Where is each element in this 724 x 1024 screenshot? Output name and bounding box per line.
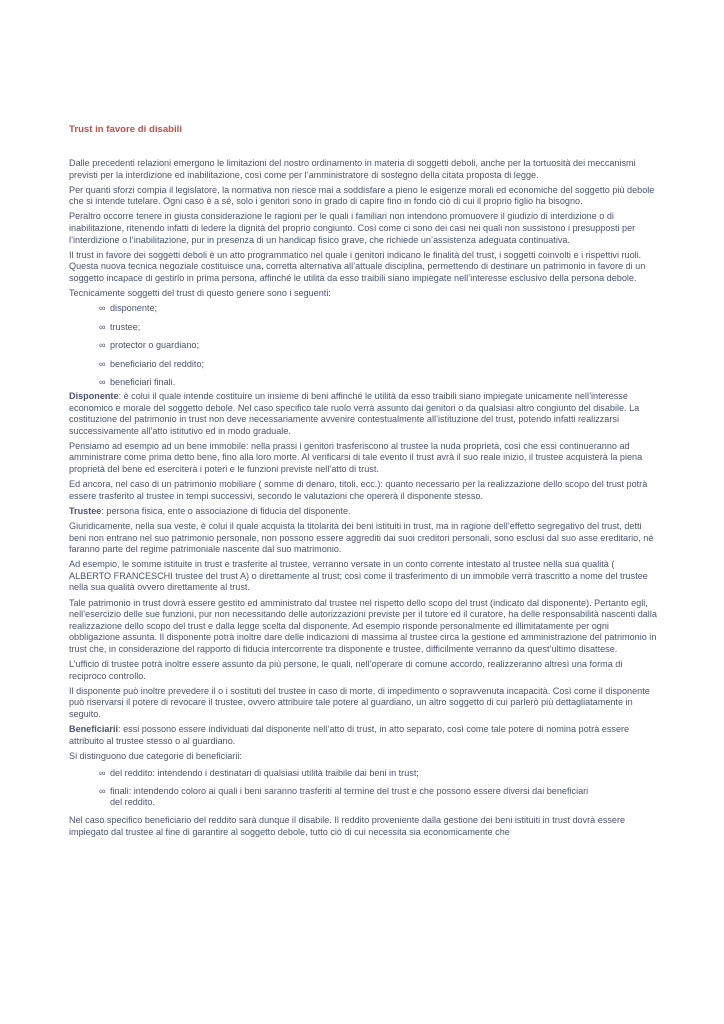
infinity-bullet-icon: ∞ <box>99 303 106 314</box>
paragraph-example-property: Pensiamo ad esempio ad un bene immobile: nella prassi i genitori trasferiscono al trustee la nuda proprietà, così che essi continueranno ad amministrare come prima detto bene, fino alla loro morte. Al verificarsi di tale evento il trust avrà il suo reale inizio, il trustee acquisterà la piena proprietà del bene ed eserciterà i poteri e le funzioni previste nell’atto di trust. <box>69 440 643 475</box>
infinity-bullet-icon: ∞ <box>99 785 106 796</box>
paragraph-legal-role: Giuridicamente, nella sua veste, è colui il quale acquista la titolarità dei beni istituiti in trust, ma in ragione dell’effetto segregativo del trust, detti beni non entrano nel suo patrimonio personale, non possono essere aggrediti dai suoi creditori personali, sono esclusi dal suo asse ereditario, né faranno parte del regime patrimoniale nascente dal suo matrimonio. <box>69 520 654 555</box>
paragraph-subjects-intro: Tecnicamente soggetti del trust di questo genere sono i seguenti: <box>69 287 331 298</box>
categories-list <box>69 768 657 809</box>
document-page <box>69 124 657 842</box>
infinity-bullet-icon: ∞ <box>99 358 106 369</box>
term-disponente: Disponente <box>69 391 119 401</box>
paragraph-specific-case: Nel caso specifico beneficiario del reddito sarà dunque il disabile. Il reddito proveniente dalla gestione dei beni istituiti in trust dovrà essere impiegato dal trustee al fine di garantire al soggetto debole, tutto ciò di cui necessita sia economicamente che <box>69 815 626 837</box>
paragraph-trust-definition: Il trust in favore dei soggetti deboli è un atto programmatico nel quale i genitori indicano le finalità del trust, i soggetti coinvolti e i rispettivi ruoli. Questa nuova tecnica negoziale costituisce una, corretta alternativa all’attuale disciplina, permettendo di destinare un patrimonio in favore di un soggetto incapace di gestirlo in prima persona, affinché le utilità da esso traibili siano impiegate nell’interesse esclusivo della persona debole. <box>69 249 646 283</box>
infinity-bullet-icon: ∞ <box>99 340 106 351</box>
infinity-bullet-icon: ∞ <box>99 768 106 779</box>
document-title: Trust in favore di disabili <box>69 124 183 135</box>
list-item: ∞ trustee; <box>99 321 141 332</box>
paragraph-substitutes: Il disponente può inoltre prevedere il o i sostituti del trustee in caso di morte, di impedimento o sopravvenuta incapacità. Così come il disponente può riservarsi il potere di revocare il trustee, ovvero attribuire tale potere al guardiano, un altro soggetto di cui parlerò più dettagliatamente in seguito. <box>69 685 650 719</box>
infinity-bullet-icon: ∞ <box>99 321 106 332</box>
paragraph-example-sums: Ad esempio, le somme istituite in trust e trasferite al trustee, verranno versate in un conto corrente intestato al trustee nella sua qualità ( ALBERTO FRANCESCHI trustee del trust A) o direttamente al trust; così come il trasferimento di un immobile verrà trascritto a nome del trustee nella sua qualità ovvero direttamente al trust. <box>69 559 648 593</box>
list-item: ∞ disponente; <box>99 303 158 314</box>
paragraph-multiple-trustees: L’ufficio di trustee potrà inoltre essere assunto da più persone, le quali, nell’operare di comune accordo, realizzeranno altresì una forma di reciproco controllo. <box>69 658 623 681</box>
term-beneficiari: Beneficiarii <box>69 723 119 734</box>
paragraph-intro: Dalle precedenti relazioni emergono le limitazioni del nostro ordinamento in materia di soggetti deboli, anche per la tortuosità dei meccanismi previsti per la interdizione ed inabilitazione, così come per l’amministratore di sostegno della citata proposta di legge. <box>69 158 636 180</box>
paragraph-considerations: Peraltro occorre tenere in giusta considerazione le ragioni per le quali i familiari non intendono promuovere il giudizio di interdizione o di inabilitazione, ritenendo infatti di ledere la dignità del proprio congiunto. Così come ci sono dei casi nei quali non sussistono i presupposti per l’interdizione o l’inabilitazione, pur in presenza di un handicap fisico grave, che richiede un’assistenza adeguata continuativa. <box>69 211 636 245</box>
infinity-bullet-icon: ∞ <box>99 377 106 388</box>
paragraph-example-movable: Ed ancora, nel caso di un patrimonio mobiliare ( somme di denaro, titoli, ecc.): quanto necessario per la realizzazione dello scopo del trust potrà essere trasferito al trustee in tempi successivi, secondo le valutazioni che opererà il disponente stesso. <box>69 479 648 501</box>
paragraph-beneficiari: Beneficiarii: essi possono essere individuati dal disponente nell’atto di trust, in atto separato, così come tale potere di nomina potrà essere attribuito al trustee stesso o al guardiano. <box>69 723 630 746</box>
paragraph-trustee: Trustee: persona fisica, ente o associazione di fiducia del disponente. <box>69 505 351 516</box>
list-item: ∞ del reddito: intendendo i destinatari di qualsiasi utilità traibile dai beni in trust; <box>99 768 419 779</box>
paragraph-categories-intro: Si distinguono due categorie di beneficiarii: <box>69 750 242 761</box>
term-trustee: Trustee <box>69 505 102 516</box>
list-item: ∞ finali: intendendo coloro ai quali i beni saranno trasferiti al termine del trust e che possono essere diversi dai beneficiari del reddito. <box>99 785 589 808</box>
list-item: ∞ beneficiari finali. <box>99 377 176 388</box>
subjects-list <box>69 303 657 389</box>
paragraph-disponente: Disponente: è colui il quale intende costituire un insieme di beni affinché le utilità da esso traibili siano impiegate unicamente nell’interesse economico e morale del soggetto debole. Nel caso specifico tale ruolo verrà assunto dai genitori o da qualsiasi altro congiunto del disabile. La costituzione del patrimonio in trust non deve necessariamente avvenire contestualmente all’istituzione del trust, potendo infatti realizzarsi successivamente all’atto istitutivo ed in modo graduale. <box>69 391 640 436</box>
list-item: ∞ beneficiario del reddito; <box>99 358 205 369</box>
paragraph-legislator: Per quanti sforzi compia il legislatore, la normativa non riesce mai a soddisfare a pieno le esigenze morali ed economiche del soggetto più debole che si intende tutelare. Ogni caso è a sé, solo i genitori sono in grado di capire fino in fondo ciò di cui il proprio figlio ha bisogno. <box>69 184 655 207</box>
paragraph-management: Tale patrimonio in trust dovrà essere gestito ed amministrato dal trustee nel rispetto dello scopo del trust (indicato dal disponente). Pertanto egli, nell’esercizio delle sue funzioni, pur non necessitando delle autorizzazioni previste per il tutore ed il curatore, ha delle responsabilità nascenti dalla realizzazione dello scopo del trust e dalla legge scelta dal disponente. Ad esempio risponde personalmente ed illimitatamente per ogni obbligazione assunta. Il disponente potrà inoltre dare delle indicazioni di massima al trustee circa la gestione ed amministrazione del patrimonio in trust che, in considerazione del rapporto di fiducia intercorrente tra disponente e trustee, difficilmente verranno da quest’ultimo disattese. <box>69 597 657 654</box>
list-item: ∞ protector o guardiano; <box>99 340 199 351</box>
